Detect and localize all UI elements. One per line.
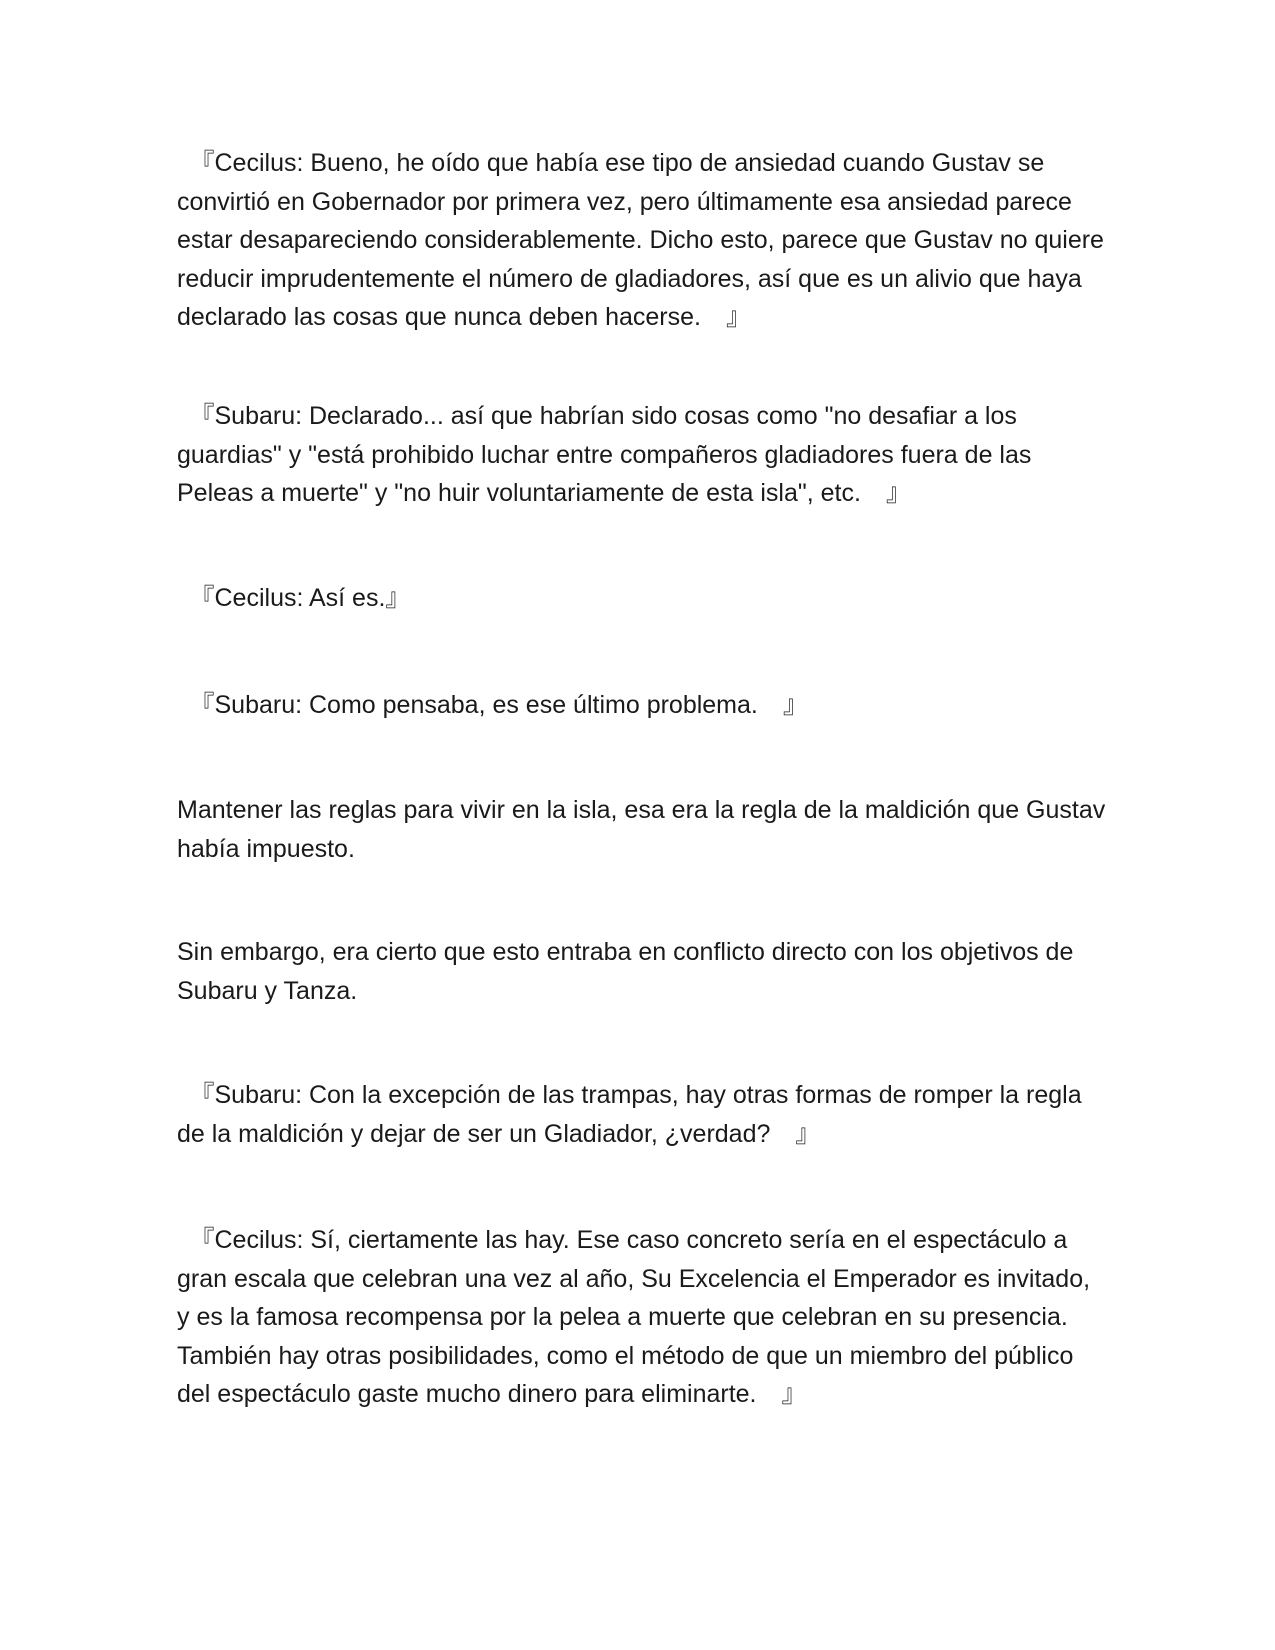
paragraph-cecilus-anxiety: 『Cecilus: Bueno, he oído que había ese tipo de ansiedad cuando Gustav se convirtió en Gobernador por primera vez, pero últimamente esa ansiedad parece estar desapareciendo considerablemente. Dicho esto, parece que Gustav no quiere reducir imprudentemente el número de gladiadores, así que es un alivio que haya declarado las cosas que nunca deben hacerse. 』 — [177, 149, 1104, 331]
paragraph-cecilus-thats-right: 『Cecilus: Así es.』 — [177, 584, 411, 612]
paragraph-cecilus-emperor: 『Cecilus: Sí, ciertamente las hay. Ese caso concreto sería en el espectáculo a gran escala que celebran una vez al año, Su Excelencia el Emperador es invitado, y es la famosa recompensa por la pelea a muerte que celebran en su presencia. También hay otras posibilidades, como el método de que un miembro del público del espectáculo gaste mucho dinero para eliminarte. 』 — [177, 1226, 1091, 1408]
paragraph-subaru-other-ways: 『Subaru: Con la excepción de las trampas, hay otras formas de romper la regla de la maldición y dejar de ser un Gladiador, ¿verdad? 』 — [177, 1081, 1082, 1148]
paragraph-narration-conflict: Sin embargo, era cierto que esto entraba en conflicto directo con los objetivos de Subaru y Tanza. — [177, 938, 1074, 1005]
paragraph-narration-rules: Mantener las reglas para vivir en la isla, esa era la regla de la maldición que Gustav había impuesto. — [177, 796, 1106, 863]
paragraph-subaru-declared: 『Subaru: Declarado... así que habrían sido cosas como "no desafiar a los guardias" y "está prohibido luchar entre compañeros gladiadores fuera de las Peleas a muerte" y "no huir voluntariamente de esta isla", etc. 』 — [177, 402, 1032, 507]
paragraph-subaru-last-problem: 『Subaru: Como pensaba, es ese último problema. 』 — [177, 691, 808, 719]
